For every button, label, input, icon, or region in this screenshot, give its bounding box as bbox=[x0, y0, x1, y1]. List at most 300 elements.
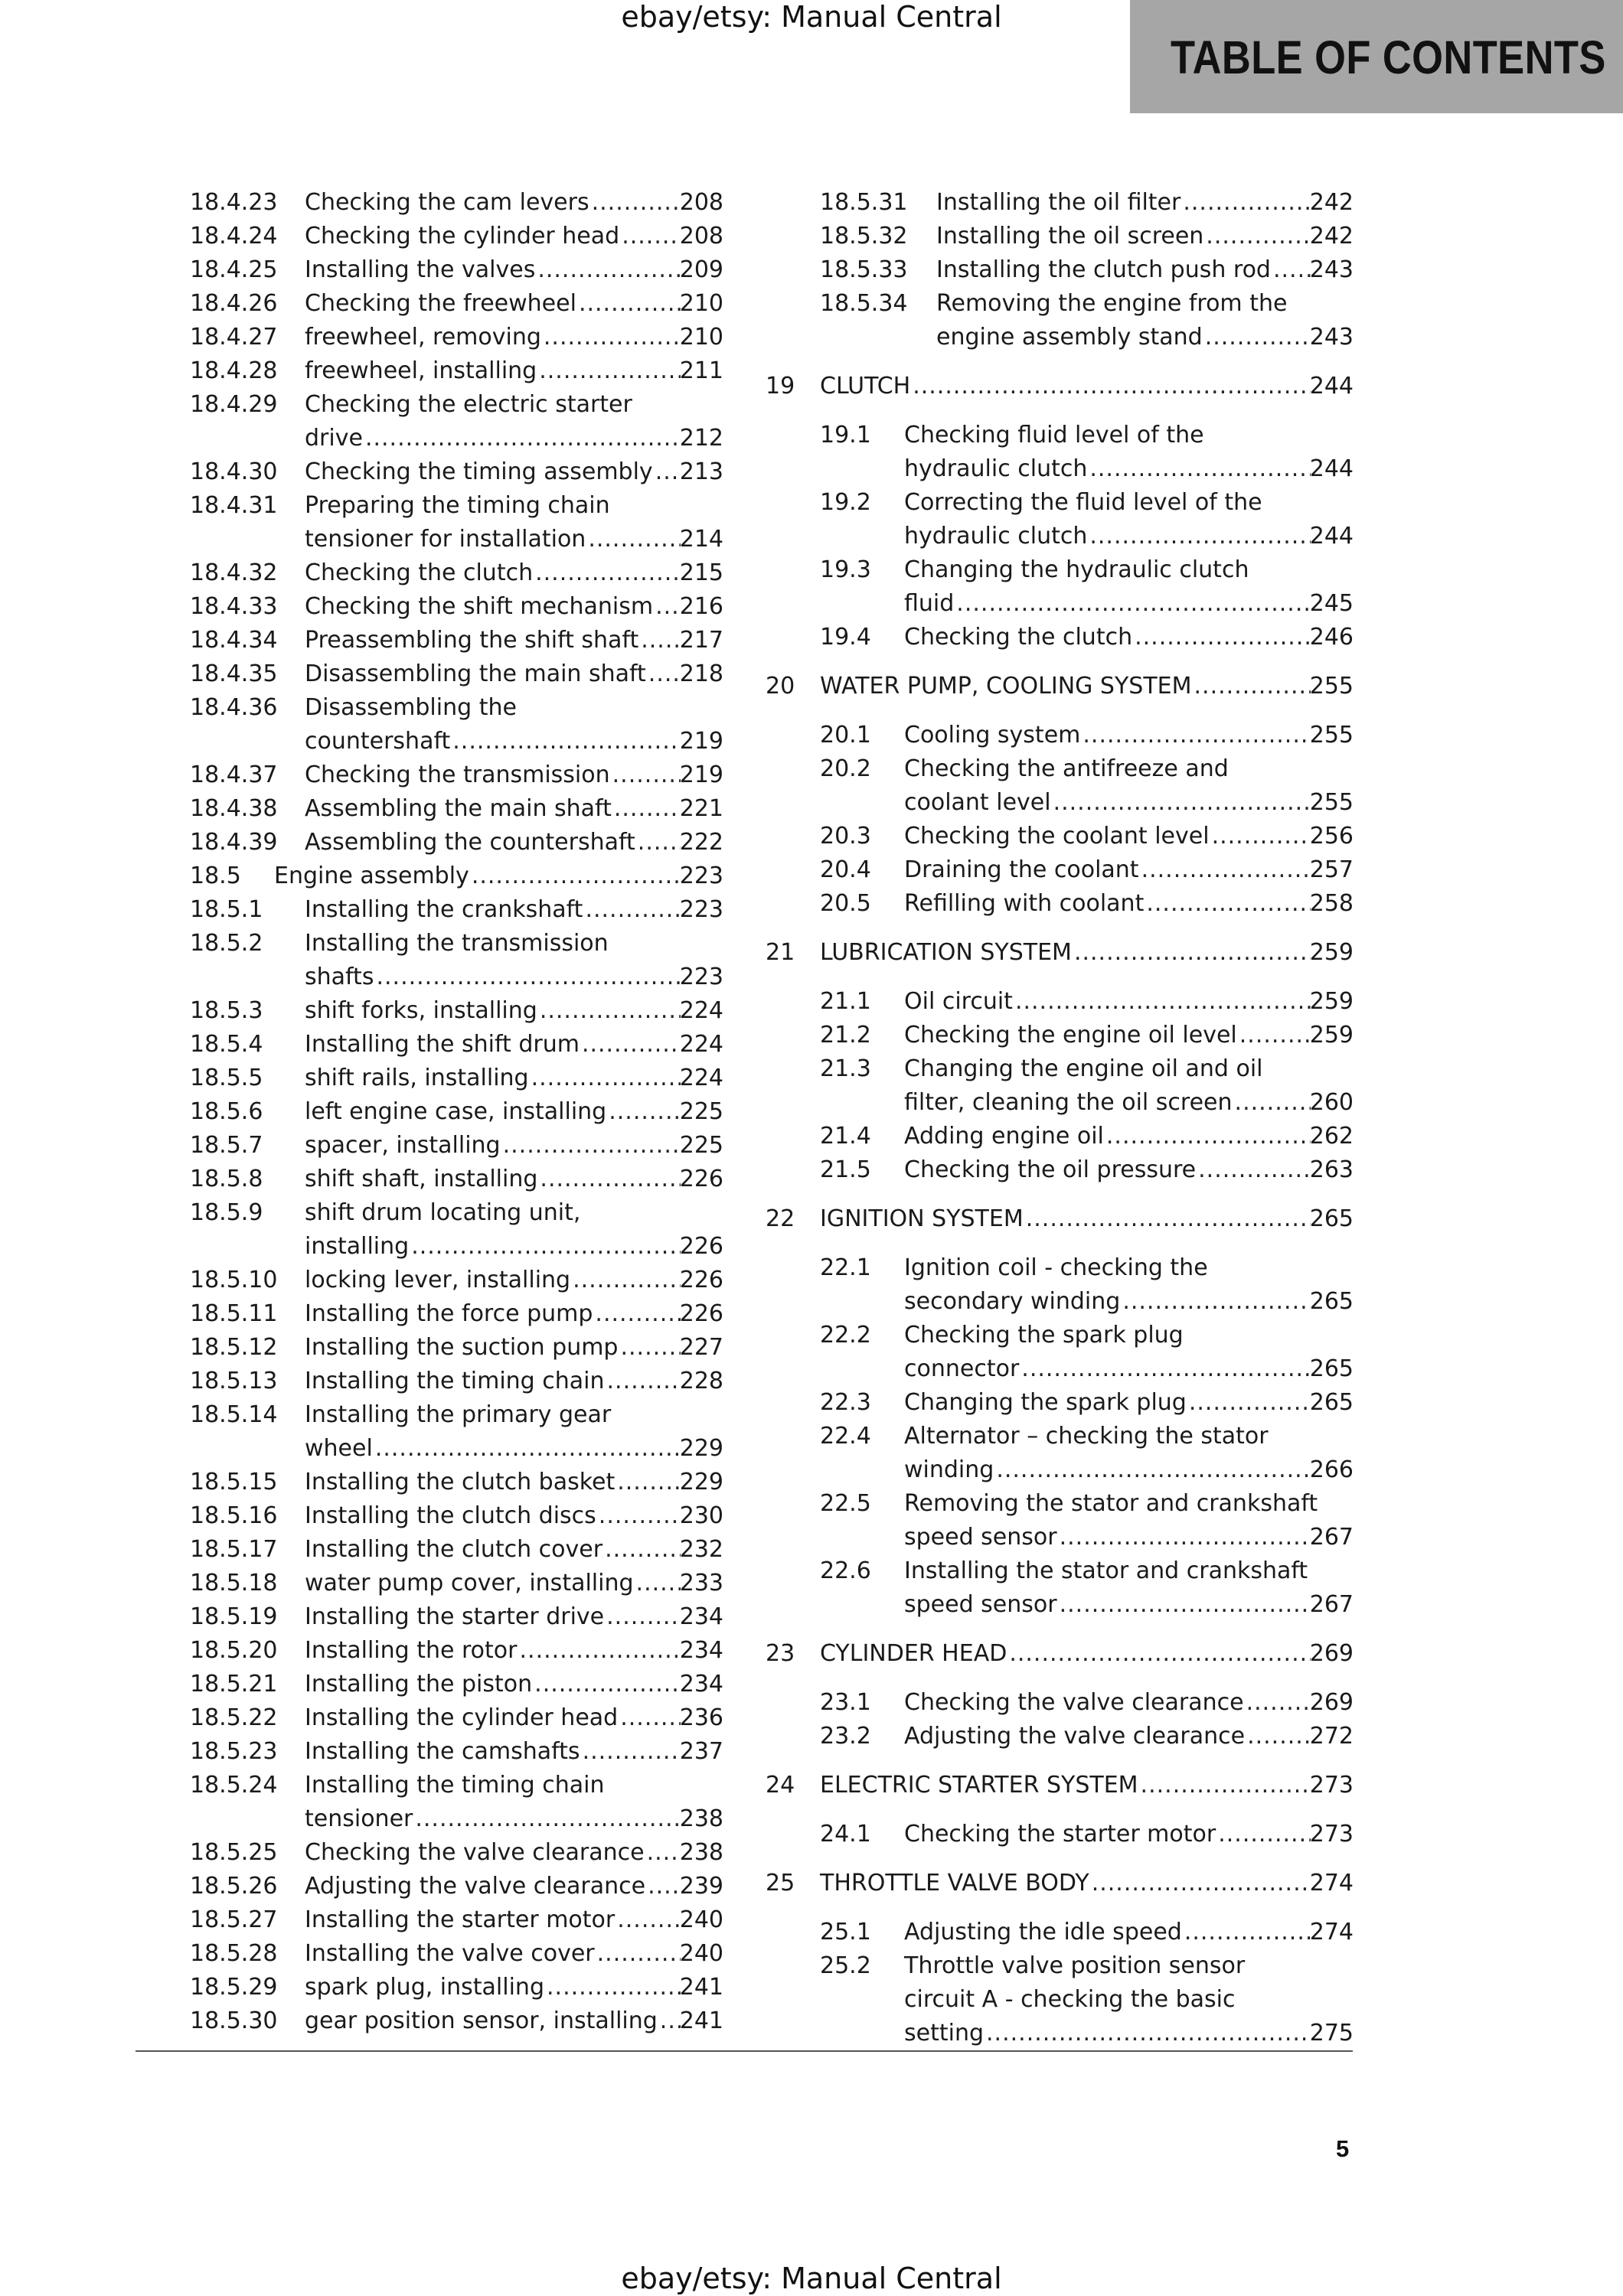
toc-entry-number: 18.5.1 bbox=[190, 896, 263, 923]
toc-dot-leader bbox=[612, 761, 681, 794]
toc-entry-title: Adjusting the idle speed bbox=[904, 1919, 1182, 1945]
toc-entry-number: 22 bbox=[766, 1205, 795, 1232]
toc-entry-page: 208 bbox=[679, 189, 723, 216]
toc-entry[interactable] bbox=[766, 672, 1354, 706]
toc-entry-number: 18.5.23 bbox=[190, 1738, 278, 1765]
toc-entry-title: Installing the clutch discs bbox=[305, 1502, 596, 1529]
toc-entry-number: 20.5 bbox=[820, 890, 871, 917]
toc-entry[interactable] bbox=[190, 1569, 723, 1603]
toc-dot-leader bbox=[520, 1636, 681, 1670]
toc-entry-number: 18.5.21 bbox=[190, 1671, 278, 1698]
toc-dot-leader bbox=[607, 1367, 681, 1401]
toc-entry[interactable] bbox=[766, 1422, 1354, 1489]
toc-entry[interactable] bbox=[766, 222, 1354, 256]
toc-entry[interactable] bbox=[190, 1199, 723, 1266]
toc-entry[interactable] bbox=[766, 938, 1354, 972]
toc-entry-number: 18.5.4 bbox=[190, 1031, 263, 1058]
toc-entry[interactable] bbox=[766, 256, 1354, 289]
toc-entry-title: shafts bbox=[305, 964, 374, 990]
section-header-box bbox=[1130, 0, 1623, 113]
toc-entry-title: Disassembling the bbox=[305, 694, 517, 721]
toc-entry-title: drive bbox=[305, 425, 363, 452]
toc-entry-page: 243 bbox=[1309, 256, 1354, 283]
toc-dot-leader bbox=[606, 1603, 681, 1636]
toc-dot-leader bbox=[1053, 788, 1311, 822]
toc-entry[interactable] bbox=[766, 421, 1354, 488]
toc-entry-page: 240 bbox=[679, 1940, 723, 1967]
toc-entry[interactable] bbox=[766, 1254, 1354, 1321]
toc-dot-leader bbox=[614, 794, 681, 828]
toc-entry[interactable] bbox=[766, 1557, 1354, 1624]
toc-entry[interactable] bbox=[766, 856, 1354, 889]
toc-dot-leader bbox=[617, 1906, 681, 1939]
toc-entry-page: 269 bbox=[1309, 1689, 1354, 1716]
toc-dot-leader bbox=[1135, 623, 1311, 657]
toc-entry[interactable] bbox=[766, 1156, 1354, 1189]
toc-entry[interactable] bbox=[190, 491, 723, 559]
toc-dot-leader bbox=[913, 372, 1311, 406]
toc-entry-title: Alternator – checking the stator bbox=[904, 1423, 1269, 1450]
toc-entry-page: 226 bbox=[679, 1166, 723, 1192]
toc-dot-leader bbox=[1089, 522, 1311, 556]
toc-entry[interactable] bbox=[190, 323, 723, 357]
toc-entry[interactable] bbox=[766, 1688, 1354, 1722]
toc-entry-title: Cooling system bbox=[904, 722, 1081, 748]
toc-entry[interactable] bbox=[766, 1771, 1354, 1805]
toc-entry-title: Installing the cylinder head bbox=[305, 1704, 619, 1731]
toc-entry-page: 242 bbox=[1309, 189, 1354, 216]
toc-entry[interactable] bbox=[190, 1872, 723, 1906]
toc-entry-number: 18.5.27 bbox=[190, 1906, 278, 1933]
toc-entry-title: Installing the force pump bbox=[305, 1300, 593, 1327]
toc-entry-number: 21 bbox=[766, 939, 795, 966]
toc-entry-page: 226 bbox=[679, 1300, 723, 1327]
toc-entry-page: 265 bbox=[1309, 1355, 1354, 1382]
toc-dot-leader bbox=[535, 559, 681, 592]
toc-entry[interactable] bbox=[190, 1097, 723, 1131]
toc-entry-page: 224 bbox=[679, 1065, 723, 1091]
toc-dot-leader bbox=[1235, 1088, 1311, 1122]
toc-entry-page: 234 bbox=[679, 1671, 723, 1698]
toc-dot-leader bbox=[647, 1838, 681, 1872]
watermark-top: ebay/etsy: Manual Central bbox=[621, 0, 1002, 34]
toc-entry-title: Oil circuit bbox=[904, 988, 1013, 1015]
toc-entry[interactable] bbox=[190, 895, 723, 929]
toc-dot-leader bbox=[1122, 1287, 1311, 1321]
toc-entry[interactable] bbox=[190, 862, 723, 895]
toc-entry-title: CYLINDER HEAD bbox=[820, 1640, 1007, 1667]
toc-entry-title: Checking the oil pressure bbox=[904, 1156, 1197, 1183]
toc-entry-number: 20.4 bbox=[820, 856, 871, 883]
toc-entry[interactable] bbox=[190, 1535, 723, 1569]
toc-entry-page: 245 bbox=[1309, 590, 1354, 617]
toc-entry-title: tensioner bbox=[305, 1805, 413, 1832]
toc-entry-page: 224 bbox=[679, 1031, 723, 1058]
toc-entry-page: 273 bbox=[1309, 1772, 1354, 1799]
toc-entry[interactable] bbox=[190, 1838, 723, 1872]
toc-entry-page: 233 bbox=[679, 1570, 723, 1596]
toc-entry-title: Installing the oil screen bbox=[936, 223, 1204, 249]
toc-entry[interactable] bbox=[190, 357, 723, 390]
toc-entry-number: 18.5.3 bbox=[190, 997, 263, 1024]
toc-entry-title: Installing the shift drum bbox=[305, 1031, 580, 1058]
toc-entry-page: 232 bbox=[679, 1536, 723, 1563]
toc-entry[interactable] bbox=[190, 1333, 723, 1367]
toc-entry-page: 274 bbox=[1309, 1870, 1354, 1896]
toc-entry-page: 213 bbox=[679, 458, 723, 485]
toc-entry-title: Adding engine oil bbox=[904, 1123, 1104, 1150]
toc-entry[interactable] bbox=[766, 1869, 1354, 1903]
toc-entry-title: Removing the engine from the bbox=[936, 290, 1288, 317]
toc-entry[interactable] bbox=[190, 390, 723, 458]
toc-entry-number: 18.5.6 bbox=[190, 1098, 263, 1125]
toc-entry-page: 230 bbox=[679, 1502, 723, 1529]
toc-entry-number: 22.6 bbox=[820, 1557, 871, 1584]
toc-entry-title: Changing the hydraulic clutch bbox=[904, 556, 1249, 583]
toc-entry-page: 219 bbox=[679, 762, 723, 788]
toc-dot-leader bbox=[375, 1434, 681, 1468]
toc-entry[interactable] bbox=[190, 256, 723, 289]
toc-dot-leader bbox=[648, 660, 681, 693]
toc-entry-title: Engine assembly bbox=[274, 863, 469, 889]
toc-entry-number: 24.1 bbox=[820, 1821, 871, 1848]
toc-entry-page: 226 bbox=[679, 1267, 723, 1293]
toc-dot-leader bbox=[1092, 1869, 1311, 1903]
toc-entry-page: 225 bbox=[679, 1098, 723, 1125]
toc-entry[interactable] bbox=[190, 794, 723, 828]
toc-entry-number: 20 bbox=[766, 673, 795, 700]
toc-entry-number: 18.5.14 bbox=[190, 1401, 278, 1428]
toc-entry[interactable] bbox=[766, 1055, 1354, 1122]
toc-entry-title: speed sensor bbox=[904, 1591, 1057, 1618]
toc-entry[interactable] bbox=[766, 755, 1354, 822]
toc-dot-leader bbox=[544, 323, 681, 357]
toc-entry-number: 18.4.32 bbox=[190, 559, 278, 586]
toc-entry-number: 18.4.35 bbox=[190, 660, 278, 687]
toc-entry[interactable] bbox=[190, 1737, 723, 1771]
toc-entry-page: 210 bbox=[679, 324, 723, 351]
toc-entry[interactable] bbox=[766, 188, 1354, 222]
toc-dot-leader bbox=[1009, 1639, 1311, 1673]
toc-entry[interactable] bbox=[190, 1165, 723, 1199]
toc-entry[interactable] bbox=[766, 1639, 1354, 1673]
toc-dot-leader bbox=[617, 1468, 681, 1502]
toc-entry-number: 24 bbox=[766, 1772, 795, 1799]
toc-entry-number: 23 bbox=[766, 1640, 795, 1667]
toc-entry-page: 229 bbox=[679, 1435, 723, 1462]
toc-entry-page: 234 bbox=[679, 1603, 723, 1630]
toc-entry-number: 18.5.20 bbox=[190, 1637, 278, 1664]
toc-entry-title: Checking the cylinder head bbox=[305, 223, 620, 249]
toc-entry-number: 19.4 bbox=[820, 624, 871, 651]
toc-entry[interactable] bbox=[190, 1939, 723, 1973]
toc-dot-leader bbox=[986, 2019, 1311, 2053]
toc-entry-title: countershaft bbox=[305, 728, 451, 755]
toc-dot-leader bbox=[641, 626, 681, 660]
toc-entry[interactable] bbox=[190, 222, 723, 256]
toc-dot-leader bbox=[996, 1456, 1311, 1489]
toc-entry-title: Installing the stator and crankshaft bbox=[904, 1557, 1308, 1584]
toc-entry-title: Throttle valve position sensor bbox=[904, 1952, 1246, 1979]
toc-entry[interactable] bbox=[766, 488, 1354, 556]
toc-entry[interactable] bbox=[190, 660, 723, 693]
toc-entry-number: 18.5 bbox=[190, 863, 241, 889]
toc-entry[interactable] bbox=[190, 1468, 723, 1502]
toc-entry-title: hydraulic clutch bbox=[904, 455, 1088, 482]
toc-entry-number: 18.5.7 bbox=[190, 1132, 263, 1159]
toc-entry-number: 18.5.30 bbox=[190, 2007, 278, 2034]
toc-entry-page: 211 bbox=[679, 357, 723, 384]
toc-entry[interactable] bbox=[766, 1205, 1354, 1238]
toc-entry-page: 223 bbox=[679, 896, 723, 923]
toc-entry-page: 259 bbox=[1309, 988, 1354, 1015]
toc-entry[interactable] bbox=[190, 289, 723, 323]
toc-entry[interactable] bbox=[766, 1952, 1354, 2053]
toc-entry-title: Disassembling the main shaft bbox=[305, 660, 646, 687]
toc-entry[interactable] bbox=[766, 1388, 1354, 1422]
toc-entry-title: left engine case, installing bbox=[305, 1098, 607, 1125]
toc-dot-leader bbox=[620, 1704, 681, 1737]
toc-entry-page: 256 bbox=[1309, 823, 1354, 850]
toc-entry-page: 272 bbox=[1309, 1723, 1354, 1750]
toc-entry[interactable] bbox=[766, 556, 1354, 623]
toc-entry-page: 234 bbox=[679, 1637, 723, 1664]
toc-entry-page: 228 bbox=[679, 1368, 723, 1394]
toc-dot-leader bbox=[1218, 1820, 1311, 1854]
toc-entry[interactable] bbox=[190, 929, 723, 996]
toc-dot-leader bbox=[605, 1535, 681, 1569]
toc-entry-page: 226 bbox=[679, 1233, 723, 1260]
toc-entry-page: 267 bbox=[1309, 1524, 1354, 1551]
toc-entry-title: Ignition coil - checking the bbox=[904, 1254, 1208, 1281]
toc-entry-title: WATER PUMP, COOLING SYSTEM bbox=[820, 673, 1192, 700]
toc-entry-title: Checking the transmission bbox=[305, 762, 610, 788]
toc-entry-number: 22.3 bbox=[820, 1389, 871, 1416]
toc-entry-page: 267 bbox=[1309, 1591, 1354, 1618]
toc-entry-title: winding bbox=[904, 1456, 994, 1483]
section-header-title: TABLE OF CONTENTS bbox=[1171, 31, 1606, 83]
toc-entry-title: Checking the starter motor bbox=[904, 1821, 1216, 1848]
toc-entry[interactable] bbox=[190, 559, 723, 592]
toc-entry-number: 20.3 bbox=[820, 823, 871, 850]
toc-entry[interactable] bbox=[190, 1603, 723, 1636]
toc-entry[interactable] bbox=[190, 1367, 723, 1401]
toc-entry-title: Changing the spark plug bbox=[904, 1389, 1187, 1416]
toc-entry-number: 20.1 bbox=[820, 722, 871, 748]
toc-entry[interactable] bbox=[190, 1064, 723, 1097]
toc-entry[interactable] bbox=[190, 1973, 723, 2007]
toc-entry[interactable] bbox=[766, 1122, 1354, 1156]
toc-entry-title: gear position sensor, installing bbox=[305, 2007, 658, 2034]
toc-entry[interactable] bbox=[190, 1401, 723, 1468]
toc-entry[interactable] bbox=[766, 822, 1354, 856]
toc-entry-page: 214 bbox=[679, 526, 723, 553]
toc-entry[interactable] bbox=[190, 2007, 723, 2040]
toc-dot-leader bbox=[585, 895, 681, 929]
toc-dot-leader bbox=[531, 1064, 681, 1097]
toc-entry[interactable] bbox=[190, 1670, 723, 1704]
toc-entry-title: Installing the crankshaft bbox=[305, 896, 583, 923]
toc-entry[interactable] bbox=[190, 1704, 723, 1737]
toc-entry-number: 18.4.23 bbox=[190, 189, 278, 216]
toc-entry[interactable] bbox=[190, 693, 723, 761]
toc-entry[interactable] bbox=[190, 828, 723, 862]
toc-entry-page: 239 bbox=[679, 1873, 723, 1900]
toc-entry-title: Installing the valves bbox=[305, 256, 536, 283]
toc-entry-title: installing bbox=[305, 1233, 410, 1260]
toc-entry-number: 18.5.32 bbox=[820, 223, 908, 249]
toc-entry-title: Adjusting the valve clearance bbox=[904, 1723, 1246, 1750]
toc-entry[interactable] bbox=[766, 1820, 1354, 1854]
toc-entry-title: Checking the clutch bbox=[904, 624, 1133, 651]
toc-entry-title: shift forks, installing bbox=[305, 997, 537, 1024]
toc-dot-leader bbox=[1239, 1021, 1311, 1055]
toc-entry-page: 223 bbox=[679, 863, 723, 889]
toc-entry[interactable] bbox=[190, 626, 723, 660]
toc-dot-leader bbox=[472, 862, 681, 895]
toc-entry[interactable] bbox=[766, 1489, 1354, 1557]
toc-entry-title: tensioner for installation bbox=[305, 526, 586, 553]
toc-entry-page: 265 bbox=[1309, 1288, 1354, 1315]
toc-entry-title: coolant level bbox=[904, 789, 1051, 816]
toc-entry-number: 18.4.39 bbox=[190, 829, 278, 856]
toc-dot-leader bbox=[411, 1232, 681, 1266]
toc-entry[interactable] bbox=[766, 1021, 1354, 1055]
toc-entry[interactable] bbox=[190, 592, 723, 626]
toc-entry-page: 241 bbox=[679, 1974, 723, 2001]
toc-entry-number: 18.5.24 bbox=[190, 1772, 278, 1799]
toc-entry-number: 20.2 bbox=[820, 755, 871, 782]
toc-dot-leader bbox=[582, 1030, 681, 1064]
toc-entry-title: connector bbox=[904, 1355, 1020, 1382]
toc-entry[interactable] bbox=[766, 623, 1354, 657]
toc-entry-title: Installing the starter motor bbox=[305, 1906, 616, 1933]
toc-entry-title: Installing the rotor bbox=[305, 1637, 518, 1664]
toc-entry-title: Assembling the countershaft bbox=[305, 829, 635, 856]
toc-entry[interactable] bbox=[190, 1131, 723, 1165]
toc-dot-leader bbox=[636, 1569, 681, 1603]
toc-entry-number: 18.4.28 bbox=[190, 357, 278, 384]
toc-entry[interactable] bbox=[766, 987, 1354, 1021]
toc-entry-page: 227 bbox=[679, 1334, 723, 1361]
toc-entry-title: setting bbox=[904, 2020, 985, 2047]
toc-entry-page: 273 bbox=[1309, 1821, 1354, 1848]
toc-dot-leader bbox=[579, 289, 681, 323]
toc-entry-page: 219 bbox=[679, 728, 723, 755]
toc-entry[interactable] bbox=[190, 996, 723, 1030]
toc-entry-title: Assembling the main shaft bbox=[305, 795, 612, 822]
toc-entry-title: Installing the camshafts bbox=[305, 1738, 580, 1765]
toc-entry-title: water pump cover, installing bbox=[305, 1570, 634, 1596]
toc-dot-leader bbox=[1247, 1722, 1311, 1756]
toc-entry-number: 25 bbox=[766, 1870, 795, 1896]
toc-entry-page: 223 bbox=[679, 964, 723, 990]
toc-entry-number: 18.5.9 bbox=[190, 1199, 263, 1226]
toc-entry[interactable] bbox=[190, 1030, 723, 1064]
toc-entry[interactable] bbox=[766, 889, 1354, 923]
toc-entry-number: 18.5.16 bbox=[190, 1502, 278, 1529]
toc-entry[interactable] bbox=[766, 1321, 1354, 1388]
toc-dot-leader bbox=[595, 1300, 681, 1333]
toc-dot-leader bbox=[1194, 672, 1311, 706]
toc-entry[interactable] bbox=[190, 1266, 723, 1300]
toc-entry-number: 18.4.29 bbox=[190, 391, 278, 418]
toc-entry-title: Installing the clutch basket bbox=[305, 1469, 616, 1495]
toc-entry[interactable] bbox=[766, 721, 1354, 755]
toc-entry-page: 269 bbox=[1309, 1640, 1354, 1667]
toc-dot-leader bbox=[622, 222, 681, 256]
toc-dot-leader bbox=[1015, 987, 1311, 1021]
toc-entry-page: 263 bbox=[1309, 1156, 1354, 1183]
toc-entry-title: engine assembly stand bbox=[936, 324, 1203, 351]
watermark-bottom: ebay/etsy: Manual Central bbox=[621, 2262, 1002, 2295]
toc-entry[interactable] bbox=[766, 1722, 1354, 1756]
toc-entry[interactable] bbox=[766, 1918, 1354, 1952]
toc-dot-leader bbox=[547, 1973, 681, 2007]
toc-entry[interactable] bbox=[190, 1906, 723, 1939]
toc-dot-leader bbox=[1060, 1590, 1311, 1624]
toc-entry[interactable] bbox=[190, 1502, 723, 1535]
toc-entry[interactable] bbox=[190, 458, 723, 491]
toc-entry[interactable] bbox=[766, 289, 1354, 357]
toc-entry-number: 18.4.37 bbox=[190, 762, 278, 788]
toc-entry-title: Installing the valve cover bbox=[305, 1940, 595, 1967]
toc-entry-title: Installing the primary gear bbox=[305, 1401, 612, 1428]
toc-entry-number: 22.1 bbox=[820, 1254, 871, 1281]
toc-entry[interactable] bbox=[190, 1636, 723, 1670]
toc-entry-title: Correcting the fluid level of the bbox=[904, 489, 1262, 516]
toc-entry[interactable] bbox=[190, 761, 723, 794]
toc-entry-page: 225 bbox=[679, 1132, 723, 1159]
toc-entry-title: speed sensor bbox=[904, 1524, 1057, 1551]
toc-entry-page: 244 bbox=[1309, 373, 1354, 400]
toc-entry-number: 18.5.10 bbox=[190, 1267, 278, 1293]
toc-entry[interactable] bbox=[766, 372, 1354, 406]
page-number: 5 bbox=[1336, 2135, 1350, 2162]
toc-entry[interactable] bbox=[190, 1771, 723, 1838]
toc-entry-number: 18.4.24 bbox=[190, 223, 278, 249]
toc-entry-number: 18.4.30 bbox=[190, 458, 278, 485]
toc-dot-leader bbox=[534, 1670, 681, 1704]
toc-dot-leader bbox=[1205, 323, 1311, 357]
toc-entry-title: Checking the engine oil level bbox=[904, 1022, 1237, 1049]
toc-entry-page: 260 bbox=[1309, 1089, 1354, 1116]
toc-entry-number: 18.5.13 bbox=[190, 1368, 278, 1394]
toc-dot-leader bbox=[620, 1333, 681, 1367]
toc-dot-leader bbox=[415, 1805, 681, 1838]
toc-entry-number: 19 bbox=[766, 373, 795, 400]
toc-entry-number: 18.4.34 bbox=[190, 627, 278, 654]
toc-dot-leader bbox=[583, 1737, 681, 1771]
toc-entry-page: 238 bbox=[679, 1839, 723, 1866]
toc-entry-title: Checking the shift mechanism bbox=[305, 593, 654, 620]
toc-dot-leader bbox=[599, 1502, 681, 1535]
toc-dot-leader bbox=[1206, 222, 1311, 256]
toc-entry-number: 18.5.25 bbox=[190, 1839, 278, 1866]
toc-entry-page: 237 bbox=[679, 1738, 723, 1765]
toc-entry[interactable] bbox=[190, 188, 723, 222]
toc-dot-leader bbox=[452, 727, 681, 761]
toc-entry[interactable] bbox=[190, 1300, 723, 1333]
toc-entry-title: locking lever, installing bbox=[305, 1267, 571, 1293]
toc-dot-leader bbox=[648, 1872, 681, 1906]
toc-dot-leader bbox=[537, 256, 681, 289]
toc-entry-number: 18.5.2 bbox=[190, 930, 263, 957]
toc-entry-number: 22.4 bbox=[820, 1423, 871, 1450]
toc-entry-title: Installing the timing chain bbox=[305, 1772, 605, 1799]
toc-entry-number: 18.4.25 bbox=[190, 256, 278, 283]
toc-entry-number: 18.5.28 bbox=[190, 1940, 278, 1967]
